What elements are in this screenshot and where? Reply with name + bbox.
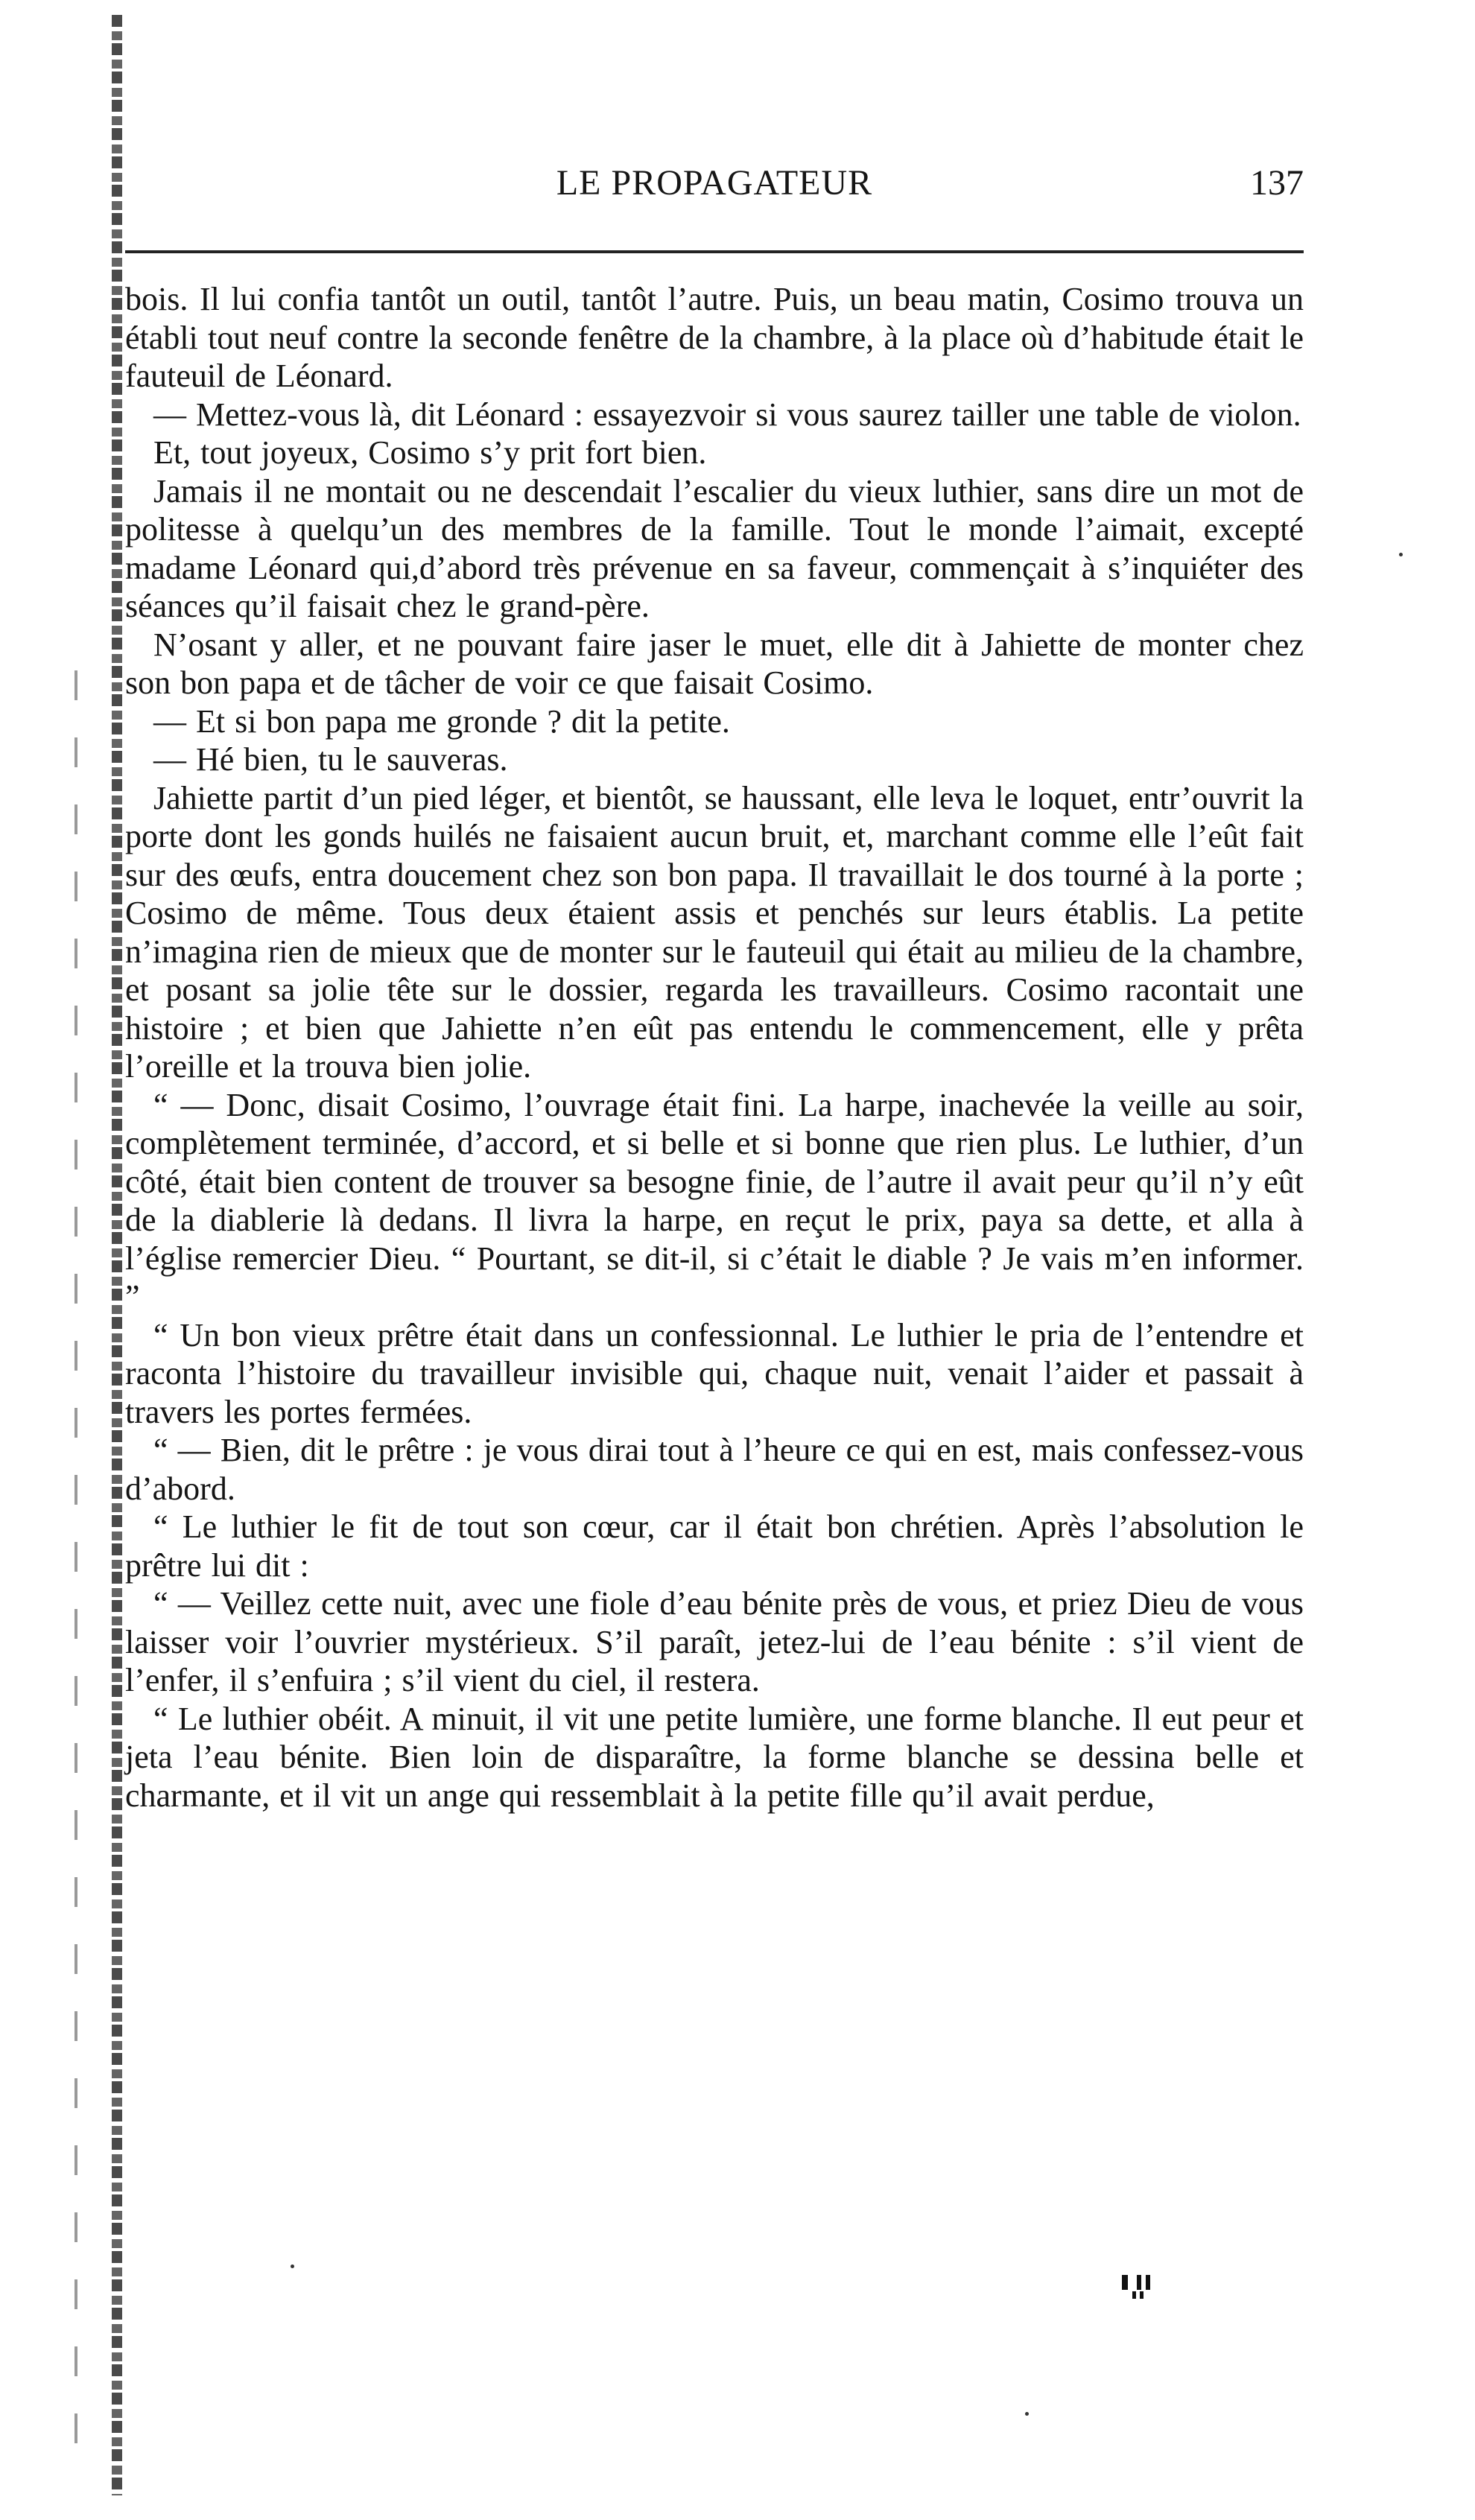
paragraph: — Hé bien, tu le sauveras. — [153, 741, 508, 778]
paragraph: — Mettez-vous là, dit Léonard : essayezvoir si vous saurez tailler une table de violon. — [153, 396, 1301, 433]
paragraph: “ Le luthier obéit. A minuit, il vit une petite lumière, une forme blanche. Il eut peur et jeta l’eau bénite. Bien loin de disparaître, la forme blanche se dessina belle et charmante, et il vit un ange qui ressemblait à la petite fille qu’il avait perdue, — [125, 1700, 1304, 1814]
paragraph: bois. Il lui confia tantôt un outil, tantôt l’autre. Puis, un beau matin, Cosimo trouva un établi tout neuf contre la seconde fenêtre de la chambre, à la place où d’habitude était le fauteuil de Léonard. — [125, 281, 1304, 394]
book-binding-edge — [112, 15, 122, 2495]
binding-shadow — [74, 670, 77, 2458]
page-body — [125, 280, 1304, 1815]
paragraph: “ — Veillez cette nuit, avec une fiole d’eau bénite près de vous, et priez Dieu de vous laisser voir l’ouvrier mystérieux. S’il paraît, jetez-lui de l’eau bénite : s’il vient de l’enfer, il s’enfuira ; s’il vient du ciel, il restera. — [125, 1585, 1304, 1698]
running-title: LE PROPAGATEUR — [556, 163, 873, 203]
paragraph: “ — Bien, dit le prêtre : je vous dirai tout à l’heure ce qui en est, mais confessez-vous d’abord. — [125, 1432, 1304, 1507]
paragraph: “ Un bon vieux prêtre était dans un confessionnal. Le luthier le pria de l’entendre et raconta l’histoire du travailleur invisible qui, chaque nuit, venait l’aider et passait à travers les portes fermées. — [125, 1316, 1304, 1430]
paragraph: Jamais il ne montait ou ne descendait l’escalier du vieux luthier, sans dire un mot de politesse à quelqu’un des membres de la famille. Tout le monde l’aimait, excepté madame Léonard qui,d’abord très prévenue en sa faveur, commençait à s’inquiéter des séances qu’il faisait chez le grand-père. — [125, 472, 1304, 624]
page-header — [125, 149, 1304, 216]
header-rule — [125, 250, 1304, 253]
paragraph: N’osant y aller, et ne pouvant faire jaser le muet, elle dit à Jahiette de monter chez son bon papa et de tâcher de voir ce que faisait Cosimo. — [125, 626, 1304, 701]
paragraph: Jahiette partit d’un pied léger, et bientôt, se haussant, elle leva le loquet, entr’ouvrit la porte dont les gonds huilés ne faisaient aucun bruit, et, marchant comme elle l’eût fait sur des œufs, entra doucement chez son bon papa. Il travaillait le dos tourné à la porte ; Cosimo de même. Tous deux étaient assis et penchés sur leurs établis. La petite n’imagina rien de mieux que de monter sur le fauteuil qui était au milieu de la chambre, et posant sa jolie tête sur le dossier, regarda les travailleurs. Cosimo racontait une histoire ; et bien que Jahiette n’en eût pas entendu le commencement, elle y prêta l’oreille et la trouva bien jolie. — [125, 779, 1304, 1085]
speck-mark — [291, 2264, 294, 2268]
page-number: 137 — [1250, 163, 1304, 203]
paragraph: — Et si bon papa me gronde ? dit la petite. — [153, 702, 730, 740]
speck-mark — [1025, 2412, 1029, 2416]
paragraph: “ Le luthier le fit de tout son cœur, car il était bon chrétien. Après l’absolution le prêtre lui dit : — [125, 1508, 1304, 1584]
paragraph: Et, tout joyeux, Cosimo s’y prit fort bien. — [153, 434, 707, 471]
paragraph: “ — Donc, disait Cosimo, l’ouvrage était fini. La harpe, inachevée la veille au soir, complètement terminée, d’accord, et si belle et si bonne que rien plus. Le luthier, d’un côté, était bien content de trouver sa besogne finie, de l’autre il avait peur qu’il n’y eût de la diablerie là dedans. Il livra la harpe, en reçut le prix, paya sa dette, et alla à l’église remercier Dieu. “ Pourtant, se dit-il, si c’était le diable ? Je vais m’en informer. ” — [125, 1086, 1304, 1315]
speck-mark — [1399, 553, 1403, 556]
signature-mark-glyph — [1117, 2272, 1177, 2302]
signature-mark — [1117, 2272, 1177, 2302]
